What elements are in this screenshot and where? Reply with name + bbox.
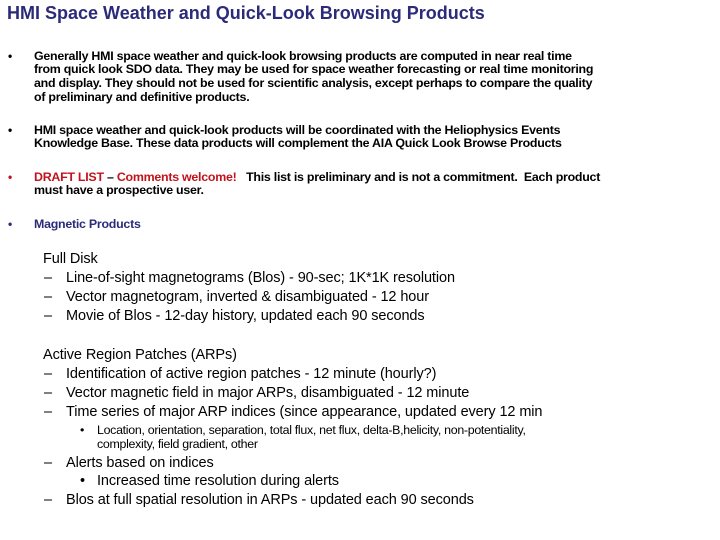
bullet-2-line: HMI space weather and quick-look products will be coordinated with the Heliophysics Events xyxy=(34,123,561,137)
arp-subitem: complexity, field gradient, other xyxy=(97,437,258,451)
dash: – xyxy=(103,170,117,184)
arp-subitem: Increased time resolution during alerts xyxy=(97,473,339,489)
bullet-1-line: from quick look SDO data. They may be used for space weather forecasting or real time monitoring xyxy=(34,62,594,76)
full-disk-item: Vector magnetogram, inverted & disambiguated - 12 hour xyxy=(66,289,429,305)
draft-list-label: DRAFT LIST xyxy=(34,170,104,184)
arp-item: Identification of active region patches - 12 minute (hourly?) xyxy=(66,366,437,382)
arp-item: Vector magnetic field in major ARPs, disambiguated - 12 minute xyxy=(66,385,470,401)
bullet-icon: • xyxy=(80,423,85,437)
dash-icon: – xyxy=(44,455,52,471)
dash-icon: – xyxy=(44,385,52,401)
full-disk-item: Line-of-sight magnetograms (Blos) - 90-sec; 1K*1K resolution xyxy=(66,270,455,286)
bullet-3-line: must have a prospective user. xyxy=(34,183,204,197)
bullet-icon: • xyxy=(8,49,13,63)
dash-icon: – xyxy=(44,289,52,305)
exclamation: ! xyxy=(232,170,237,184)
arp-item: Alerts based on indices xyxy=(66,455,214,471)
page-title: HMI Space Weather and Quick-Look Browsing Products xyxy=(7,3,485,23)
dash-icon: – xyxy=(44,366,52,382)
bullet-1-line: and display. They should not be used for scientific analysis, except perhaps to compare the quality xyxy=(34,76,593,90)
arp-subitem: Location, orientation, separation, total flux, net flux, delta-B,helicity, non-potentiality, xyxy=(97,423,526,437)
arp-item: Blos at full spatial resolution in ARPs - updated each 90 seconds xyxy=(66,492,474,508)
bullet-1-line: of preliminary and definitive products. xyxy=(34,90,250,104)
bullet-3-line xyxy=(34,170,600,184)
dash-icon: – xyxy=(44,492,52,508)
bullet-icon: • xyxy=(8,170,13,184)
bullet-icon: • xyxy=(8,217,13,231)
bullet-1-line: Generally HMI space weather and quick-look browsing products are computed in near real time xyxy=(34,49,572,63)
draft-note: This list is preliminary and is not a commitment. Each product xyxy=(236,170,601,184)
arp-heading: Active Region Patches (ARPs) xyxy=(43,347,237,363)
comments-welcome: Comments welcome xyxy=(116,170,233,184)
dash-icon: – xyxy=(44,270,52,286)
full-disk-heading: Full Disk xyxy=(43,251,98,267)
magnetic-products-heading: Magnetic Products xyxy=(34,217,141,231)
dash-icon: – xyxy=(44,404,52,420)
bullet-2-line: Knowledge Base. These data products will complement the AIA Quick Look Browse Products xyxy=(34,136,562,150)
bullet-icon: • xyxy=(8,123,13,137)
dash-icon: – xyxy=(44,308,52,324)
arp-item: Time series of major ARP indices (since appearance, updated every 12 min xyxy=(66,404,543,420)
full-disk-item: Movie of Blos - 12-day history, updated each 90 seconds xyxy=(66,308,425,324)
bullet-icon: • xyxy=(80,473,85,489)
